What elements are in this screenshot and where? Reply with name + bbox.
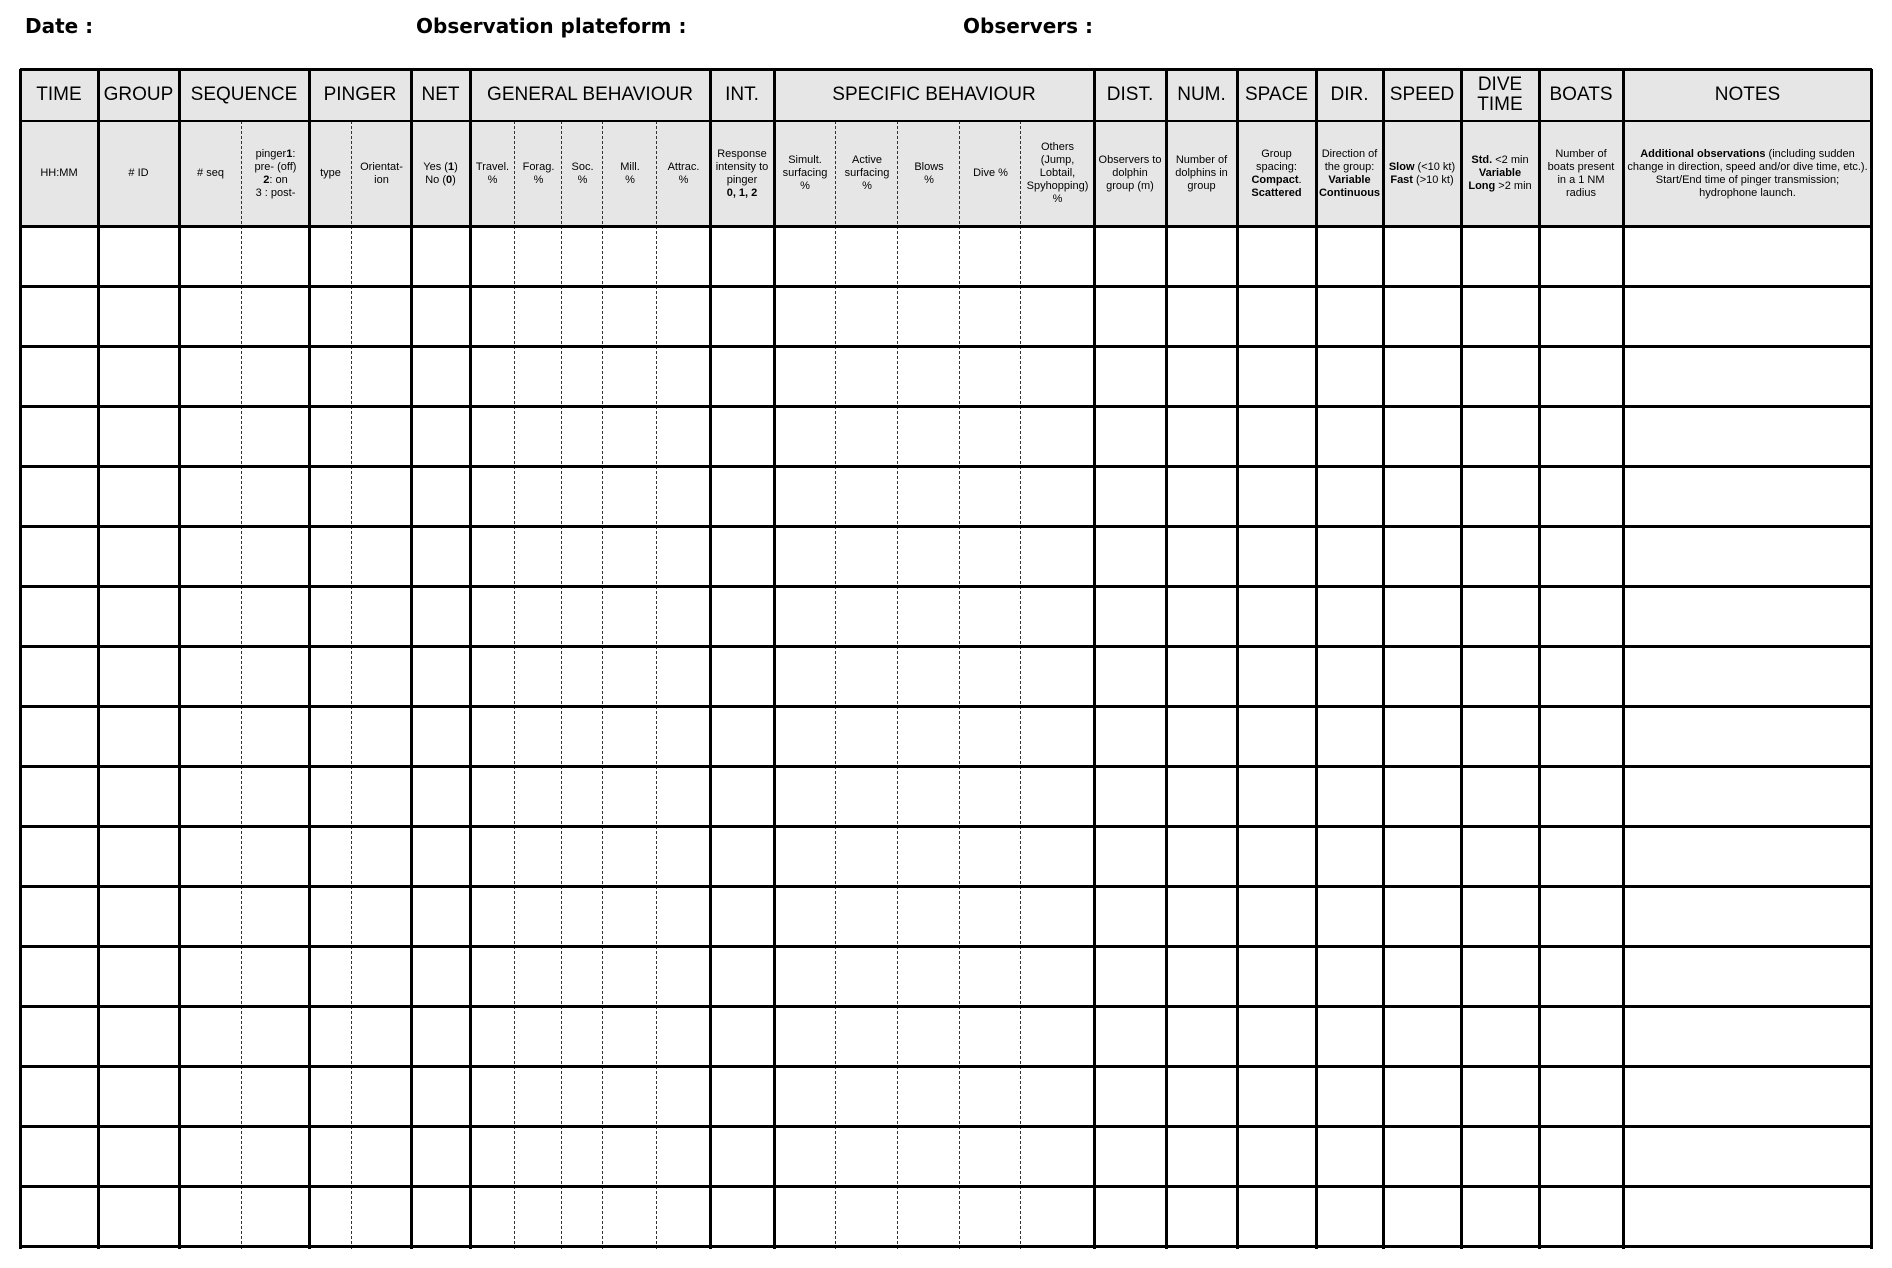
subheader-int-0 bbox=[713, 123, 771, 224]
table-row[interactable] bbox=[20, 226, 1872, 286]
column-header-net: NET bbox=[421, 84, 460, 105]
subheader-fragment: Number of boats present in a 1 NM radius bbox=[1547, 147, 1615, 199]
subheader-fragment: (including sudden change in direction, speed and/or dive time, etc.). Start/End time of pinger transmission; hydrophone launch. bbox=[1627, 147, 1868, 199]
subheader-text bbox=[1389, 161, 1455, 187]
subheader-general-4 bbox=[660, 123, 707, 224]
table-row[interactable] bbox=[20, 1066, 1872, 1126]
subheader-fragment: type bbox=[320, 167, 341, 179]
table-top-border bbox=[20, 68, 1872, 71]
table-row[interactable] bbox=[20, 646, 1872, 706]
subheader-text bbox=[1097, 154, 1163, 193]
subheader-text bbox=[245, 148, 306, 200]
subheader-dir-0 bbox=[1319, 123, 1380, 224]
subheader-fragment: Slow bbox=[1388, 160, 1415, 173]
table-row[interactable] bbox=[20, 1126, 1872, 1186]
subheader-fragment: % bbox=[678, 173, 689, 186]
observation-platform-label: Observation plateform : bbox=[416, 14, 687, 38]
subheader-text bbox=[668, 161, 700, 187]
table-row[interactable] bbox=[20, 286, 1872, 346]
subheader-fragment: % bbox=[625, 173, 635, 186]
subheader-fragment: Variable bbox=[1328, 173, 1371, 186]
subheader-fragment: . bbox=[1298, 173, 1302, 186]
subheader-fragment: Yes ( bbox=[423, 160, 448, 173]
subheader-text bbox=[320, 167, 341, 180]
subheader-fragment: HH:MM bbox=[40, 167, 78, 179]
subheader-notes-0 bbox=[1626, 123, 1869, 224]
subheader-text bbox=[423, 161, 457, 187]
subheader-fragment: Std. bbox=[1471, 154, 1493, 166]
subheader-specific-3 bbox=[963, 123, 1018, 224]
column-header-group: GROUP bbox=[103, 84, 174, 105]
subheader-text bbox=[1169, 154, 1234, 193]
subheader-fragment: Soc. bbox=[571, 160, 594, 173]
column-header-dist: DIST. bbox=[1106, 84, 1154, 105]
column-header-general: GENERAL BEHAVIOUR bbox=[487, 84, 693, 105]
subheader-fragment: Compact bbox=[1251, 173, 1299, 186]
subheader-fragment: % bbox=[487, 173, 498, 186]
subheader-text bbox=[914, 161, 943, 187]
subheader-text bbox=[1468, 154, 1531, 193]
table-row[interactable] bbox=[20, 766, 1872, 826]
subheader-fragment: % bbox=[800, 180, 810, 192]
subheader-specific-1 bbox=[839, 123, 895, 224]
subheader-fragment: 1 bbox=[286, 147, 293, 160]
subheader-fragment: Blows bbox=[914, 160, 944, 173]
subheader-fragment: Response intensity to pinger bbox=[715, 147, 769, 186]
table-row[interactable] bbox=[20, 346, 1872, 406]
subheader-fragment: <2 min bbox=[1492, 154, 1529, 166]
column-header-speed: SPEED bbox=[1389, 84, 1455, 105]
subheader-fragment: 1 bbox=[447, 160, 455, 173]
subheader-general-0 bbox=[473, 123, 512, 224]
subheader-fragment: ) bbox=[454, 160, 458, 173]
subheader-fragment: 2 bbox=[263, 173, 270, 186]
subheader-fragment: Continuous bbox=[1319, 186, 1380, 199]
subheader-text bbox=[620, 161, 640, 187]
column-header-space: SPACE bbox=[1244, 84, 1308, 105]
subheader-fragment: Dive % bbox=[973, 167, 1008, 179]
column-header-dir: DIR. bbox=[1330, 84, 1369, 105]
subheader-fragment: Additional observations bbox=[1640, 147, 1766, 160]
subheader-fragment: pinger bbox=[255, 147, 287, 160]
subheader-fragment: Group spacing: bbox=[1256, 147, 1297, 173]
subheader-text bbox=[197, 167, 224, 180]
header-divider bbox=[20, 120, 1872, 122]
subheader-text bbox=[1626, 148, 1869, 200]
subheader-fragment: Forag. bbox=[522, 160, 555, 173]
subheader-general-2 bbox=[565, 123, 600, 224]
table-row[interactable] bbox=[20, 886, 1872, 946]
subheader-text bbox=[128, 167, 148, 180]
subheader-fragment: No ( bbox=[425, 173, 446, 186]
subheader-fragment: % bbox=[533, 173, 544, 186]
column-header-notes: NOTES bbox=[1714, 84, 1781, 105]
column-header-sequence: SEQUENCE bbox=[190, 84, 298, 105]
subheader-text bbox=[1240, 148, 1313, 200]
table-row[interactable] bbox=[20, 526, 1872, 586]
table-row[interactable] bbox=[20, 706, 1872, 766]
subheader-fragment: % bbox=[1052, 193, 1063, 205]
table-row[interactable] bbox=[20, 946, 1872, 1006]
subheader-pinger-0 bbox=[312, 123, 349, 224]
subheader-specific-4 bbox=[1024, 123, 1091, 224]
subheader-fragment: ion bbox=[374, 173, 389, 186]
subheader-text bbox=[523, 161, 555, 187]
subheader-fragment: 3 : post- bbox=[255, 186, 296, 199]
subheader-fragment: % bbox=[577, 173, 588, 186]
subheader-fragment: (<10 kt) bbox=[1414, 160, 1456, 173]
subheader-text bbox=[973, 167, 1008, 180]
subheader-text bbox=[1319, 148, 1380, 200]
subheader-fragment: # ID bbox=[128, 167, 149, 179]
subheader-fragment: Observers to dolphin group (m) bbox=[1098, 154, 1162, 192]
column-header-time: TIME bbox=[36, 84, 82, 105]
column-header-num: NUM. bbox=[1177, 84, 1226, 105]
table-row[interactable] bbox=[20, 406, 1872, 466]
subheader-fragment: % bbox=[862, 180, 872, 192]
subheader-fragment: ) bbox=[452, 173, 456, 186]
subheader-fragment: (>10 kt) bbox=[1412, 173, 1454, 186]
subheader-text bbox=[476, 161, 509, 187]
subheader-fragment: Others (Jump, Lobtail, Spyhopping) bbox=[1026, 141, 1089, 192]
subheader-fragment: Mill. bbox=[620, 160, 640, 173]
subheader-text bbox=[1024, 141, 1091, 206]
subheader-fragment: Direction of the group: bbox=[1321, 147, 1378, 173]
subheader-group-0 bbox=[101, 123, 176, 224]
column-header-specific: SPECIFIC BEHAVIOUR bbox=[832, 84, 1036, 105]
subheader-fragment: 0, 1, 2 bbox=[726, 186, 758, 199]
subheader-num-0 bbox=[1169, 123, 1234, 224]
subheader-time-0 bbox=[23, 123, 95, 224]
subheader-text bbox=[571, 161, 593, 187]
subheader-speed-0 bbox=[1386, 123, 1458, 224]
subheader-text bbox=[713, 148, 771, 200]
subheader-pinger-1 bbox=[355, 123, 408, 224]
subheader-text bbox=[360, 161, 403, 187]
subheader-dist-0 bbox=[1097, 123, 1163, 224]
subheader-fragment: Simult. surfacing bbox=[782, 154, 828, 179]
table-row[interactable] bbox=[20, 826, 1872, 886]
subheader-fragment: Scattered bbox=[1251, 186, 1302, 199]
subheader-space-0 bbox=[1240, 123, 1313, 224]
subheader-text bbox=[1542, 148, 1620, 200]
subheader-fragment: # seq bbox=[197, 167, 224, 179]
column-header-int: INT. bbox=[725, 84, 759, 105]
subheader-fragment: Orientat- bbox=[360, 160, 403, 173]
table-row[interactable] bbox=[20, 466, 1872, 526]
subheader-fragment: Long bbox=[1468, 180, 1496, 192]
subheader-text bbox=[777, 154, 833, 193]
column-header-dive_time: DIVE TIME bbox=[1477, 74, 1523, 115]
subheader-fragment: Fast bbox=[1390, 173, 1413, 186]
subheader-fragment: Active surfacing bbox=[844, 154, 890, 179]
observation-sheet-table bbox=[20, 69, 1872, 1249]
observers-label: Observers : bbox=[963, 14, 1093, 38]
subheader-fragment: >2 min bbox=[1495, 180, 1532, 192]
subheader-boats-0 bbox=[1542, 123, 1620, 224]
date-label: Date : bbox=[25, 14, 94, 38]
table-row[interactable] bbox=[20, 1186, 1872, 1246]
subheader-fragment: % bbox=[924, 173, 934, 186]
subheader-fragment: Variable bbox=[1478, 167, 1522, 179]
subheader-sequence-0 bbox=[182, 123, 239, 224]
subheader-net-0 bbox=[414, 123, 467, 224]
subheader-fragment: Travel. bbox=[475, 160, 510, 173]
table-row[interactable] bbox=[20, 586, 1872, 646]
subheader-text bbox=[839, 154, 895, 193]
subheader-fragment: : pre- (off) bbox=[254, 147, 297, 173]
subheader-general-3 bbox=[606, 123, 654, 224]
subheader-fragment: Number of dolphins in group bbox=[1175, 154, 1228, 192]
subheader-sequence-1 bbox=[245, 123, 306, 224]
subheader-specific-2 bbox=[901, 123, 957, 224]
subheader-text bbox=[40, 167, 77, 180]
subheader-general-1 bbox=[518, 123, 559, 224]
subheader-fragment: 0 bbox=[445, 173, 453, 186]
subheader-dive_time-0 bbox=[1464, 123, 1536, 224]
subheader-specific-0 bbox=[777, 123, 833, 224]
column-header-boats: BOATS bbox=[1549, 84, 1613, 105]
column-header-pinger: PINGER bbox=[323, 84, 397, 105]
subheader-fragment: Attrac. bbox=[667, 160, 700, 173]
table-row[interactable] bbox=[20, 1006, 1872, 1066]
subheader-fragment: : on bbox=[269, 173, 288, 186]
